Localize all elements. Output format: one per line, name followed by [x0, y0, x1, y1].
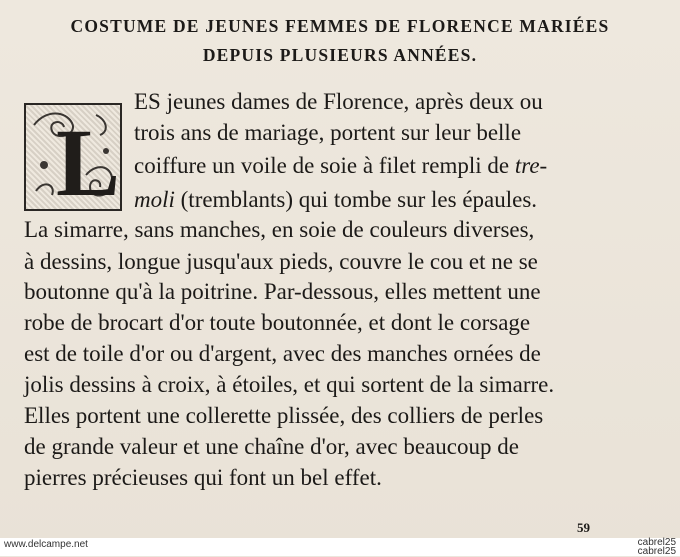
initial-letter-glyph: L [56, 109, 120, 209]
text-line: pierres précieuses qui font un bel effet. [24, 465, 382, 490]
watermark-footer [0, 538, 680, 556]
footer-seller-line: cabrel25 [637, 546, 676, 557]
text-line: à dessins, longue jusqu'aux pieds, couvre le cou et ne se [24, 249, 538, 274]
title-line-1: COSTUME DE JEUNES FEMMES DE FLORENCE MARIÉES [70, 16, 610, 36]
text-line [134, 186, 537, 214]
text-line: jolis dessins à croix, à étoiles, et qui sortent de la simarre. [24, 372, 555, 397]
footer-site-url: www.delcampe.net [4, 539, 88, 550]
text-line: est de toile d'or ou d'argent, avec des manches ornées de [24, 341, 541, 366]
text-line: de grande valeur et une chaîne d'or, avec beaucoup de [24, 434, 519, 459]
text-line: boutonne qu'à la poitrine. Par-dessous, elles mettent une [24, 279, 541, 304]
footer-seller [638, 538, 676, 556]
text-line [134, 152, 547, 180]
ornate-initial-letter [24, 103, 122, 211]
italic-word: moli [134, 187, 175, 212]
text-segment: (tremblants) qui tombe sur les épaules. [174, 187, 538, 212]
text-segment: coiffure un voile de soie à filet rempli de [134, 153, 515, 178]
italic-word: tre- [514, 153, 548, 178]
title-line-2: DEPUIS PLUSIEURS ANNÉES. [202, 45, 478, 65]
text-line: trois ans de mariage, portent sur leur belle [134, 120, 522, 145]
page-number: 59 [577, 520, 590, 535]
text-line: Elles portent une collerette plissée, des colliers de perles [24, 403, 544, 428]
text-line: La simarre, sans manches, en soie de couleurs diverses, [24, 217, 535, 242]
text-line: ES jeunes dames de Florence, après deux ou [134, 89, 543, 114]
text-line: robe de brocart d'or toute boutonnée, et dont le corsage [24, 310, 531, 335]
footer-seller-line: cabrel25 [637, 537, 676, 548]
